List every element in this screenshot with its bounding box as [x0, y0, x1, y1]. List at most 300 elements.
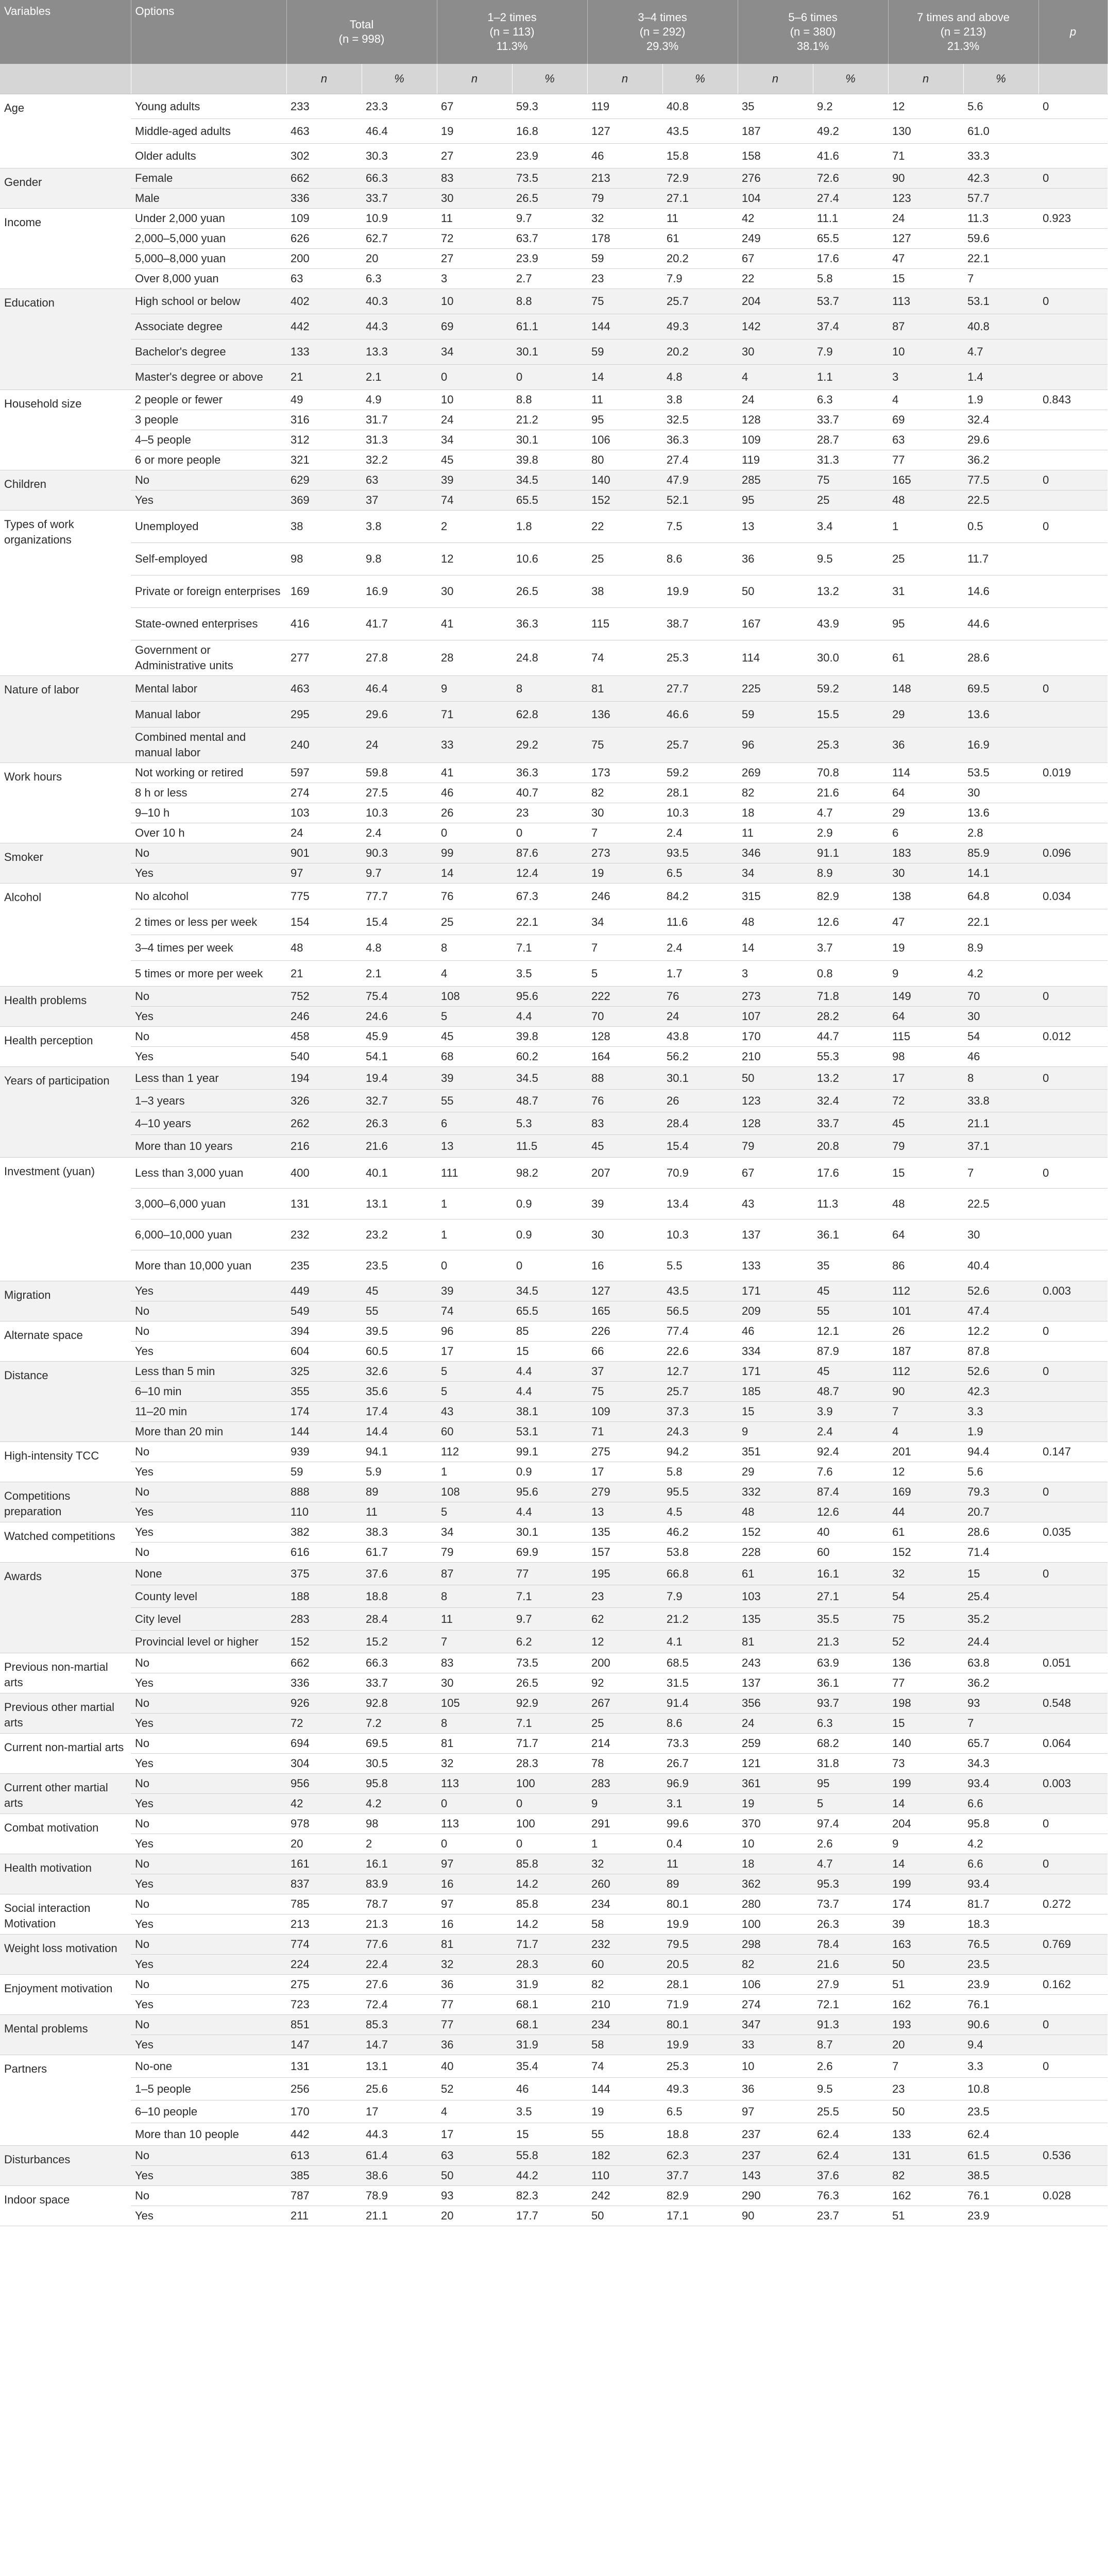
table-row	[0, 1894, 1107, 1914]
count-cell: 10	[437, 390, 512, 410]
percent-cell: 37.3	[662, 1402, 738, 1422]
count-cell: 321	[286, 450, 362, 470]
count-cell: 47	[888, 909, 963, 935]
count-cell: 11	[738, 823, 813, 843]
percent-cell: 13.2	[813, 1067, 888, 1090]
percent-cell: 11.7	[963, 543, 1038, 575]
count-cell: 90	[738, 2206, 813, 2226]
count-cell: 25	[888, 543, 963, 575]
count-cell: 26	[437, 803, 512, 823]
count-cell: 54	[888, 1585, 963, 1608]
percent-cell: 9.7	[512, 1608, 587, 1631]
count-cell: 81	[437, 1734, 512, 1754]
count-cell: 30	[738, 340, 813, 365]
count-cell: 24	[286, 823, 362, 843]
count-cell: 4	[738, 365, 813, 390]
percent-cell: 87.9	[813, 1342, 888, 1362]
percent-cell: 12.1	[813, 1321, 888, 1342]
subheader-n: n	[587, 64, 662, 94]
count-cell: 11	[437, 209, 512, 229]
count-cell: 123	[888, 189, 963, 209]
percent-cell: 75	[813, 470, 888, 490]
table-row	[0, 763, 1107, 783]
percent-cell: 20.7	[963, 1502, 1038, 1522]
count-cell: 93	[437, 2186, 512, 2206]
count-cell: 4	[888, 1422, 963, 1442]
count-cell: 8	[437, 1714, 512, 1734]
count-cell: 108	[437, 1482, 512, 1502]
percent-cell: 41.7	[362, 608, 437, 640]
percent-cell: 32.4	[963, 410, 1038, 430]
percent-cell: 40.4	[963, 1250, 1038, 1281]
table-row	[0, 1158, 1107, 1189]
percent-cell: 38.6	[362, 2166, 437, 2186]
table-row	[0, 1189, 1107, 1219]
count-cell: 458	[286, 1027, 362, 1047]
percent-cell: 13.1	[362, 1189, 437, 1219]
count-cell: 75	[587, 727, 662, 763]
p-value-cell	[1038, 2035, 1107, 2055]
percent-cell: 55	[362, 1301, 437, 1321]
count-cell: 32	[587, 209, 662, 229]
percent-cell: 45.9	[362, 1027, 437, 1047]
percent-cell: 4.4	[512, 1362, 587, 1382]
count-cell: 75	[888, 1608, 963, 1631]
percent-cell: 37.4	[813, 314, 888, 340]
count-cell: 46	[437, 783, 512, 803]
p-value-cell	[1038, 783, 1107, 803]
p-value-cell	[1038, 1250, 1107, 1281]
subheader-pct: %	[512, 64, 587, 94]
count-cell: 51	[888, 1975, 963, 1995]
percent-cell: 57.7	[963, 189, 1038, 209]
variable-name: Partners	[0, 2055, 131, 2146]
table-row	[0, 1874, 1107, 1894]
count-cell: 123	[738, 1090, 813, 1112]
p-value-cell: 0	[1038, 987, 1107, 1007]
percent-cell: 19.4	[362, 1067, 437, 1090]
count-cell: 269	[738, 763, 813, 783]
percent-cell: 68.1	[512, 2015, 587, 2035]
p-value-cell	[1038, 144, 1107, 168]
option-label: Yes	[131, 1834, 286, 1854]
option-label: 5 times or more per week	[131, 961, 286, 987]
count-cell: 83	[437, 1653, 512, 1673]
percent-cell: 3.8	[662, 390, 738, 410]
p-value-cell	[1038, 1462, 1107, 1482]
count-cell: 8	[437, 1585, 512, 1608]
percent-cell: 29.2	[512, 727, 587, 763]
table-row	[0, 2100, 1107, 2123]
variable-name: Disturbances	[0, 2146, 131, 2186]
count-cell: 39	[587, 1189, 662, 1219]
count-cell: 225	[738, 676, 813, 702]
count-cell: 1	[437, 1189, 512, 1219]
percent-cell: 63.7	[512, 229, 587, 249]
p-value-cell	[1038, 1342, 1107, 1362]
count-cell: 9	[587, 1794, 662, 1814]
count-cell: 616	[286, 1543, 362, 1563]
percent-cell: 92.4	[813, 1442, 888, 1462]
count-cell: 25	[587, 543, 662, 575]
percent-cell: 44.6	[963, 608, 1038, 640]
percent-cell: 12.6	[813, 909, 888, 935]
count-cell: 23	[587, 269, 662, 289]
percent-cell: 21.6	[813, 783, 888, 803]
count-cell: 0	[437, 365, 512, 390]
option-label: Yes	[131, 2166, 286, 2186]
percent-cell: 1.4	[963, 365, 1038, 390]
table-row	[0, 1854, 1107, 1874]
count-cell: 10	[437, 289, 512, 314]
count-cell: 149	[888, 987, 963, 1007]
count-cell: 67	[437, 94, 512, 119]
count-cell: 29	[888, 803, 963, 823]
percent-cell: 15.4	[662, 1135, 738, 1158]
count-cell: 98	[286, 543, 362, 575]
count-cell: 127	[587, 1281, 662, 1301]
p-value-cell	[1038, 314, 1107, 340]
percent-cell: 60	[813, 1543, 888, 1563]
count-cell: 45	[437, 1027, 512, 1047]
variable-name: Mental problems	[0, 2015, 131, 2055]
count-cell: 36	[437, 1975, 512, 1995]
count-cell: 147	[286, 2035, 362, 2055]
count-cell: 6	[888, 823, 963, 843]
variable-name: Alcohol	[0, 884, 131, 987]
option-label: No	[131, 1734, 286, 1754]
count-cell: 30	[888, 863, 963, 884]
percent-cell: 7.1	[512, 1714, 587, 1734]
count-cell: 78	[587, 1754, 662, 1774]
count-cell: 694	[286, 1734, 362, 1754]
percent-cell: 7	[963, 1714, 1038, 1734]
percent-cell: 30.0	[813, 640, 888, 676]
count-cell: 30	[587, 803, 662, 823]
percent-cell: 4.1	[662, 1631, 738, 1653]
option-label: Mental labor	[131, 676, 286, 702]
percent-cell: 24.4	[963, 1631, 1038, 1653]
percent-cell: 72.4	[362, 1995, 437, 2015]
percent-cell: 16.8	[512, 119, 587, 144]
percent-cell: 62.8	[512, 702, 587, 727]
percent-cell: 73.5	[512, 1653, 587, 1673]
percent-cell: 24.6	[362, 1007, 437, 1027]
count-cell: 50	[587, 2206, 662, 2226]
percent-cell: 36.1	[813, 1673, 888, 1693]
option-label: 4–5 people	[131, 430, 286, 450]
variable-name: Previous other martial arts	[0, 1693, 131, 1734]
percent-cell: 16.1	[813, 1563, 888, 1585]
percent-cell: 17.7	[512, 2206, 587, 2226]
option-label: Self-employed	[131, 543, 286, 575]
variable-name: Gender	[0, 168, 131, 209]
option-label: No	[131, 1693, 286, 1714]
count-cell: 0	[437, 1834, 512, 1854]
percent-cell: 11	[662, 1854, 738, 1874]
percent-cell: 98.2	[512, 1158, 587, 1189]
count-cell: 1	[587, 1834, 662, 1854]
percent-cell: 87.4	[813, 1482, 888, 1502]
percent-cell: 66.3	[362, 168, 437, 189]
percent-cell: 3.5	[512, 961, 587, 987]
p-value-cell: 0.064	[1038, 1734, 1107, 1754]
percent-cell: 12.2	[963, 1321, 1038, 1342]
header-total: Total (n = 998)	[286, 0, 437, 64]
variable-name: Investment (yuan)	[0, 1158, 131, 1281]
count-cell: 213	[286, 1914, 362, 1935]
percent-cell: 59.3	[512, 94, 587, 119]
count-cell: 106	[738, 1975, 813, 1995]
percent-cell: 2.4	[362, 823, 437, 843]
variable-name: Education	[0, 289, 131, 390]
p-value-cell	[1038, 229, 1107, 249]
count-cell: 901	[286, 843, 362, 863]
count-cell: 63	[286, 269, 362, 289]
count-cell: 67	[738, 249, 813, 269]
count-cell: 10	[738, 2055, 813, 2078]
table-header-row	[0, 0, 1107, 64]
count-cell: 785	[286, 1894, 362, 1914]
count-cell: 36	[437, 2035, 512, 2055]
count-cell: 185	[738, 1382, 813, 1402]
percent-cell: 89	[662, 1874, 738, 1894]
table-row	[0, 543, 1107, 575]
percent-cell: 60.5	[362, 1342, 437, 1362]
header-3-4-times: 3–4 times (n = 292) 29.3%	[587, 0, 738, 64]
table-row	[0, 340, 1107, 365]
percent-cell: 62.4	[813, 2146, 888, 2166]
variable-name: Social interaction Motivation	[0, 1894, 131, 1935]
count-cell: 64	[888, 1219, 963, 1250]
option-label: Male	[131, 189, 286, 209]
count-cell: 29	[738, 1462, 813, 1482]
percent-cell: 5.6	[963, 1462, 1038, 1482]
count-cell: 604	[286, 1342, 362, 1362]
count-cell: 21	[286, 365, 362, 390]
count-cell: 17	[437, 2123, 512, 2146]
count-cell: 46	[587, 144, 662, 168]
count-cell: 44	[888, 1502, 963, 1522]
percent-cell: 8.9	[813, 863, 888, 884]
table-subheader-row	[0, 64, 1107, 94]
count-cell: 232	[286, 1219, 362, 1250]
count-cell: 83	[437, 168, 512, 189]
percent-cell: 30.1	[512, 340, 587, 365]
percent-cell: 53.1	[963, 289, 1038, 314]
subheader-n: n	[738, 64, 813, 94]
percent-cell: 15.2	[362, 1631, 437, 1653]
count-cell: 127	[888, 229, 963, 249]
count-cell: 96	[738, 727, 813, 763]
table-row	[0, 2015, 1107, 2035]
percent-cell: 30.1	[512, 1522, 587, 1543]
table-row	[0, 803, 1107, 823]
count-cell: 143	[738, 2166, 813, 2186]
count-cell: 74	[437, 490, 512, 511]
option-label: No	[131, 1543, 286, 1563]
count-cell: 336	[286, 189, 362, 209]
percent-cell: 8.8	[512, 289, 587, 314]
option-label: No	[131, 1935, 286, 1955]
percent-cell: 37	[362, 490, 437, 511]
count-cell: 97	[286, 863, 362, 884]
variable-name: Health motivation	[0, 1854, 131, 1894]
percent-cell: 6.3	[813, 1714, 888, 1734]
p-value-cell: 0	[1038, 1321, 1107, 1342]
count-cell: 11	[437, 1608, 512, 1631]
percent-cell: 40.8	[963, 314, 1038, 340]
table-row	[0, 94, 1107, 119]
percent-cell: 95.8	[362, 1774, 437, 1794]
table-row	[0, 1382, 1107, 1402]
count-cell: 105	[437, 1693, 512, 1714]
percent-cell: 48.7	[512, 1090, 587, 1112]
p-value-cell	[1038, 2206, 1107, 2226]
percent-cell: 28.6	[963, 1522, 1038, 1543]
percent-cell: 11.6	[662, 909, 738, 935]
percent-cell: 26.3	[813, 1914, 888, 1935]
variable-name: Previous non-martial arts	[0, 1653, 131, 1693]
count-cell: 36	[888, 727, 963, 763]
percent-cell: 25.3	[813, 727, 888, 763]
percent-cell: 72.6	[813, 168, 888, 189]
p-value-cell: 0	[1038, 1067, 1107, 1090]
option-label: Older adults	[131, 144, 286, 168]
percent-cell: 43.9	[813, 608, 888, 640]
count-cell: 128	[587, 1027, 662, 1047]
percent-cell: 14.2	[512, 1874, 587, 1894]
count-cell: 22	[738, 269, 813, 289]
percent-cell: 91.1	[813, 843, 888, 863]
percent-cell: 38.1	[512, 1402, 587, 1422]
p-value-cell: 0.096	[1038, 843, 1107, 863]
percent-cell: 68.5	[662, 1653, 738, 1673]
count-cell: 273	[587, 843, 662, 863]
count-cell: 81	[437, 1935, 512, 1955]
percent-cell: 7.1	[512, 1585, 587, 1608]
percent-cell: 22.1	[963, 909, 1038, 935]
percent-cell: 22.5	[963, 490, 1038, 511]
table-row	[0, 511, 1107, 543]
percent-cell: 8.7	[813, 2035, 888, 2055]
option-label: Young adults	[131, 94, 286, 119]
p-value-cell	[1038, 1543, 1107, 1563]
count-cell: 939	[286, 1442, 362, 1462]
percent-cell: 16.9	[362, 575, 437, 608]
count-cell: 19	[738, 1794, 813, 1814]
count-cell: 104	[738, 189, 813, 209]
percent-cell: 76	[662, 987, 738, 1007]
count-cell: 75	[587, 1382, 662, 1402]
count-cell: 43	[437, 1402, 512, 1422]
table-row	[0, 1995, 1107, 2015]
count-cell: 0	[437, 823, 512, 843]
percent-cell: 0.4	[662, 1834, 738, 1854]
count-cell: 10	[738, 1834, 813, 1854]
count-cell: 50	[738, 1067, 813, 1090]
p-value-cell: 0.028	[1038, 2186, 1107, 2206]
count-cell: 38	[587, 575, 662, 608]
percent-cell: 80.1	[662, 1894, 738, 1914]
table-row	[0, 1301, 1107, 1321]
percent-cell: 13.3	[362, 340, 437, 365]
count-cell: 162	[888, 2186, 963, 2206]
percent-cell: 76.3	[813, 2186, 888, 2206]
table-row	[0, 2055, 1107, 2078]
percent-cell: 8.9	[963, 935, 1038, 961]
table-row	[0, 1219, 1107, 1250]
p-value-cell	[1038, 249, 1107, 269]
percent-cell: 41.6	[813, 144, 888, 168]
percent-cell: 10.3	[362, 803, 437, 823]
table-row	[0, 1955, 1107, 1975]
percent-cell: 93.4	[963, 1874, 1038, 1894]
p-value-cell	[1038, 410, 1107, 430]
count-cell: 108	[437, 987, 512, 1007]
percent-cell: 5.9	[362, 1462, 437, 1482]
percent-cell: 6.6	[963, 1794, 1038, 1814]
count-cell: 13	[437, 1135, 512, 1158]
p-value-cell: 0.012	[1038, 1027, 1107, 1047]
count-cell: 165	[888, 470, 963, 490]
percent-cell: 9.5	[813, 543, 888, 575]
p-value-cell	[1038, 269, 1107, 289]
count-cell: 14	[888, 1794, 963, 1814]
count-cell: 1	[437, 1462, 512, 1482]
percent-cell: 28.7	[813, 430, 888, 450]
percent-cell: 62.4	[963, 2123, 1038, 2146]
count-cell: 79	[888, 1135, 963, 1158]
table-row	[0, 1522, 1107, 1543]
percent-cell: 0.9	[512, 1219, 587, 1250]
option-label: Yes	[131, 1794, 286, 1814]
option-label: Yes	[131, 1522, 286, 1543]
count-cell: 69	[437, 314, 512, 340]
percent-cell: 25.7	[662, 289, 738, 314]
count-cell: 50	[437, 2166, 512, 2186]
count-cell: 18	[738, 1854, 813, 1874]
percent-cell: 20.2	[662, 249, 738, 269]
percent-cell: 71.8	[813, 987, 888, 1007]
percent-cell: 7.9	[813, 340, 888, 365]
count-cell: 304	[286, 1754, 362, 1774]
percent-cell: 63.9	[813, 1653, 888, 1673]
count-cell: 127	[587, 119, 662, 144]
percent-cell: 40.8	[662, 94, 738, 119]
count-cell: 174	[888, 1894, 963, 1914]
count-cell: 109	[738, 430, 813, 450]
count-cell: 442	[286, 2123, 362, 2146]
count-cell: 128	[738, 1112, 813, 1135]
table-row	[0, 144, 1107, 168]
percent-cell: 23.3	[362, 94, 437, 119]
count-cell: 249	[738, 229, 813, 249]
percent-cell: 32.4	[813, 1090, 888, 1112]
option-label: No	[131, 1854, 286, 1874]
p-value-cell	[1038, 543, 1107, 575]
percent-cell: 46	[963, 1047, 1038, 1067]
count-cell: 216	[286, 1135, 362, 1158]
percent-cell: 79.3	[963, 1482, 1038, 1502]
percent-cell: 95.5	[662, 1482, 738, 1502]
option-label: Yes	[131, 1955, 286, 1975]
table-row	[0, 1502, 1107, 1522]
percent-cell: 22.6	[662, 1342, 738, 1362]
count-cell: 774	[286, 1935, 362, 1955]
header-variables: Variables	[0, 0, 131, 64]
count-cell: 237	[738, 2123, 813, 2146]
